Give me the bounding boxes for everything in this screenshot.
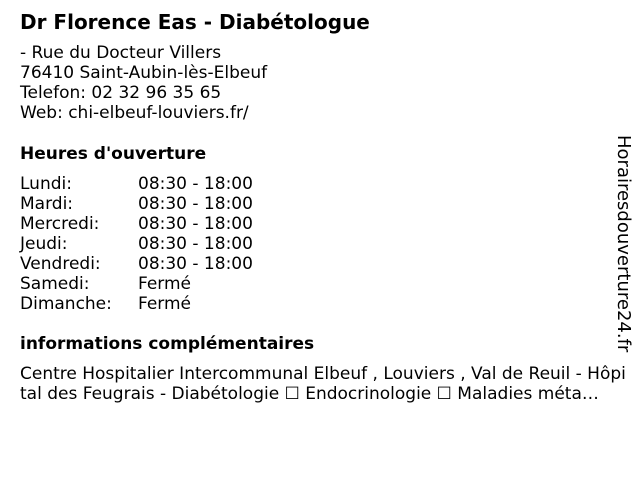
day-label: Vendredi: (20, 254, 101, 274)
street-line: - Rue du Docteur Villers (20, 43, 222, 63)
day-label: Mardi: (20, 194, 74, 214)
time-value: 08:30 - 18:00 (138, 254, 253, 274)
site-watermark: Horairesdouverture24.fr (613, 135, 634, 353)
address-block (20, 43, 267, 123)
website-line: Web: chi-elbeuf-louviers.fr/ (20, 103, 249, 123)
additional-info-heading: informations complémentaires (20, 334, 315, 354)
time-value: 08:30 - 18:00 (138, 194, 253, 214)
day-label: Mercredi: (20, 214, 100, 234)
time-value: Fermé (138, 274, 192, 294)
day-label: Dimanche: (20, 294, 112, 314)
page-title: Dr Florence Eas - Diabétologue (20, 10, 370, 34)
time-value: 08:30 - 18:00 (138, 234, 253, 254)
day-label: Samedi: (20, 274, 90, 294)
day-label: Jeudi: (20, 234, 68, 254)
opening-hours-heading: Heures d'ouverture (20, 144, 207, 164)
additional-info-text: Centre Hospitalier Intercommunal Elbeuf , Louviers , Val de Reuil - Hôpital des Feugrais - Diabétologie ☐ Endocrinologie ☐ Maladies méta… (20, 364, 626, 404)
city-line: 76410 Saint-Aubin-lès-Elbeuf (20, 63, 268, 83)
day-label: Lundi: (20, 174, 72, 194)
time-value: 08:30 - 18:00 (138, 214, 253, 234)
time-value: 08:30 - 18:00 (138, 174, 253, 194)
phone-line: Telefon: 02 32 96 35 65 (20, 83, 222, 103)
time-value: Fermé (138, 294, 192, 314)
